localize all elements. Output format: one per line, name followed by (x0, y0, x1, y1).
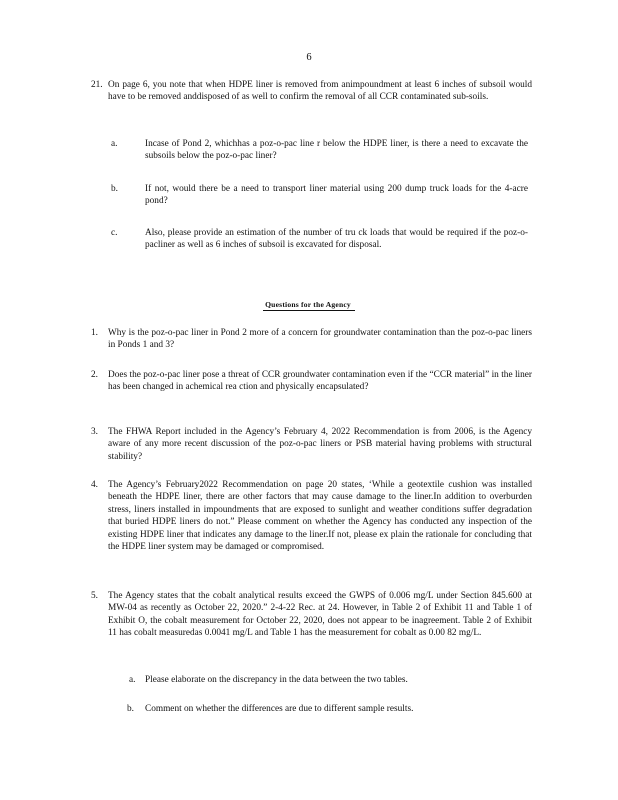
q5-item-b-text: Comment on whether the differences are due to different sample results. (145, 704, 414, 714)
question-5-number: 5. (91, 591, 98, 601)
question-1-number: 1. (91, 328, 98, 338)
page-number: 6 (306, 52, 312, 63)
q21-text: On page 6, you note that when HDPE liner is removed from animpoundment at least 6 inches of subsoil would have to be removed anddisposed of as well to confirm the removal of all CCR contaminated sub-soils. (108, 80, 532, 103)
question-2-number: 2. (91, 370, 98, 380)
section-heading (0, 300, 618, 309)
section-heading-text: Questions for the Agency (263, 300, 355, 311)
q5-item-a-text: Please elaborate on the discrepancy in the data between the two tables. (145, 675, 408, 685)
question-1-text: Why is the poz-o-pac liner in Pond 2 more of a concern for groundwater contamination than the poz-o-pac liners in Ponds 1 and 3? (108, 328, 532, 351)
question-4-text: The Agency’s February2022 Recommendation on page 20 states, ‘While a geotextile cushion was installed beneath the HDPE liner, there are other factors that may cause damage to the liner.In addition to overburden stress, liners installed in impoundments that are exposed to sunlight and weather conditions suffer degradation that buried HDPE liners do not.” Please comment on whether the Agency has conducted any inspection of the existing HDPE liner that indicates any damage to the liner.If not, please ex plain the rationale for concluding that the HDPE liner system may be damaged or compromised. (108, 480, 532, 553)
q21-item-a-label: a. (111, 139, 118, 149)
question-3-text: The FHWA Report included in the Agency’s February 4, 2022 Recommendation is from 2006, is the Agency aware of any more recent discussion of the poz-o-pac liners or PSB material having problems with structural stability? (108, 427, 532, 462)
q21-item-b-text: If not, would there be a need to transport liner material using 200 dump truck loads for the 4-acre pond? (145, 184, 528, 207)
q21-item-c-text: Also, please provide an estimation of the number of tru ck loads that would be required if the poz-o-pacliner as well as 6 inches of subsoil is excavated for disposal. (145, 228, 528, 251)
q21-item-c-label: c. (111, 228, 118, 238)
q5-item-b-label: b. (127, 704, 134, 714)
question-3-number: 3. (91, 427, 98, 437)
question-5-text: The Agency states that the cobalt analytical results exceed the GWPS of 0.006 mg/L under Section 845.600 at MW-04 as recently as October 22, 2020.” 2-4-22 Rec. at 24. However, in Table 2 of Exhibit 11 and Table 1 of Exhibit O, the cobalt measurement for October 22, 2020, does not appear to be inagreement. Table 2 of Exhibit 11 has cobalt measuredas 0.0041 mg/L and Table 1 has the measurement for cobalt as 0.00 82 mg/L. (108, 591, 532, 639)
q5-item-a-label: a. (129, 675, 136, 685)
q21-number: 21. (91, 80, 103, 90)
q21-item-a-text: Incase of Pond 2, whichhas a poz-o-pac line r below the HDPE liner, is there a need to excavate the subsoils below the poz-o-pac liner? (145, 139, 528, 162)
question-4-number: 4. (91, 480, 98, 490)
q21-item-b-label: b. (111, 184, 118, 194)
question-2-text: Does the poz-o-pac liner pose a threat of CCR groundwater contamination even if the “CCR material” in the liner has been changed in achemical rea ction and physically encapsulated? (108, 370, 532, 393)
